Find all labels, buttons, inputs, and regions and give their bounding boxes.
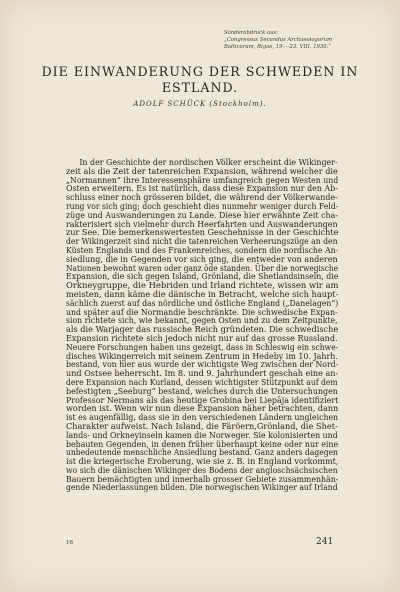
article-title <box>30 64 370 96</box>
body-line: ist die kriegerische Eroberung, wie sie z. B. in England vorkommt, <box>66 456 339 467</box>
body-line: wo sich die dänischen Wikinger des Bodens der angloschsächsischen <box>66 464 338 475</box>
body-line: meisten, dann käme die dänische in Betracht, welche sich haupt- <box>66 288 339 299</box>
body-line: worden ist. Wenn wir nun diese Expansion näher betrachten, dann <box>66 403 339 414</box>
offprint-line: Balticorum, Rigae, 19.—23. VIII. 1930.“ <box>224 44 331 50</box>
body-line: unbedeutende menschliche Ansiedlung bestand. Ganz anders dagegen <box>66 447 338 458</box>
offprint-line: „Congressus Secundus Archaeologorum <box>224 37 333 43</box>
body-line: befestigten „Seeburg“ bestand, welches durch die Untersuchungen <box>66 385 338 396</box>
title-line-1: DIE EINWANDERUNG DER SCHWEDEN IN <box>41 64 359 79</box>
body-line: disches Wikingerreich mit seinem Zentrum in Hedeby im 10. Jahrh. <box>66 350 338 361</box>
author-line: ADOLF SCHÜCK (Stockholm). <box>133 100 267 108</box>
body-line: bebauten Gegenden, in denen früher überhaupt keine oder nur eine <box>66 438 339 449</box>
body-line: als die Warjager das russische Reich gründeten. Die schwedische <box>66 324 339 335</box>
offprint-note <box>224 30 364 51</box>
body-line: dere Expansion nach Kurland, dessen wichtigster Stützpunkt auf dem <box>66 376 338 387</box>
body-line: bestand, von hier aus wurde der wichtigste Weg zwischen der Nord- <box>66 359 339 370</box>
body-line: und später auf die Normandie beschränkte. Die schwedische Expan- <box>66 306 338 317</box>
body-line: Bauern bemächtigten und innerhalb grosser Gebiete zusammenhän- <box>66 473 339 484</box>
body-line: Orkneygruppe, die Hebriden und Irland richtete, wissen wir am <box>66 280 339 291</box>
body-line: Neuere Forschungen haben uns gezeigt, dass in Schleswig ein schwe- <box>66 341 339 352</box>
printer-signature: 16 <box>66 540 73 546</box>
offprint-line: Sonderabdruck aus: <box>224 30 279 36</box>
body-line: schluss einer noch grösseren bildet, die während der Völkerwande- <box>66 192 338 203</box>
body-line: Nationen bewohnt waren oder ganz öde standen. Über die norwegische <box>66 262 339 273</box>
body-line: gende Niederlassungen bilden. Die norwegischen Wikinger auf Irland <box>66 482 338 493</box>
body-line: Küsten Englands und des Frankenreiches, sondern die nordische An- <box>66 244 339 255</box>
body-text <box>66 158 338 492</box>
body-line: ist es augenfällig, dass sie in den verschiedenen Ländern ungleichen <box>66 412 339 423</box>
body-line: In der Geschichte der nordischen Völker erscheint die Wikinger- <box>79 157 338 167</box>
body-line: züge und Auswanderungen zu Lande. Diese hier erwähnte Zeit cha- <box>66 209 338 220</box>
body-line: Expansion, die sich gegen Island, Grönland, die Shetlandsinseln, die <box>66 271 339 282</box>
title-line-2: ESTLAND. <box>161 80 239 95</box>
body-line: Osten erweitern. Es ist natürlich, dass diese Expansion nur den Ab- <box>66 183 338 194</box>
page-number: 241 <box>316 537 334 547</box>
body-line: lands- und Orkneyinseln kamen die Norweger. Sie kolonisierten und <box>66 429 338 440</box>
body-line: Expansion richtete sich jedoch nicht nur auf das grosse Russland. <box>66 332 338 343</box>
body-line: Charakter aufweist. Nach Island, die Färöern,Grönland, die Shet- <box>66 420 338 431</box>
body-line: zeit als die Zeit der tatenreichen Expansion, während welcher die <box>66 165 338 176</box>
body-line: sion richtete sich, wie bekannt, gegen Osten und zu dem Zeitpunkte, <box>66 315 338 326</box>
body-line: „Normannen“ ihre Interessensphäre umfangreich gegen Westen und <box>66 174 339 185</box>
body-line: der Wikingerzeit sind nicht die tatenreichen Verheerungszüge an den <box>66 236 338 247</box>
body-line: zur See. Die bemerkenswertesten Geschehnisse in der Geschichte <box>66 227 339 238</box>
body-line: rung vor sich ging; doch geschieht dies nunmehr weniger durch Feld- <box>66 200 339 211</box>
body-line: sächlich zuerst auf das nördliche und östliche England („Danelagen“) <box>66 297 339 308</box>
body-line: Professor Nermans als das heutige Grobina bei Liepāja identifiziert <box>66 394 339 405</box>
body-line: siedlung, die in Gegenden vor sich ging, die entweder von anderen <box>66 253 338 264</box>
body-line: rakterisiert sich vielmehr durch Heerfahrten und Auswanderungen <box>66 218 338 229</box>
body-line: und Ostsee beherrscht. Im 8. und 9. Jahrhundert geschah eine an- <box>66 368 339 379</box>
